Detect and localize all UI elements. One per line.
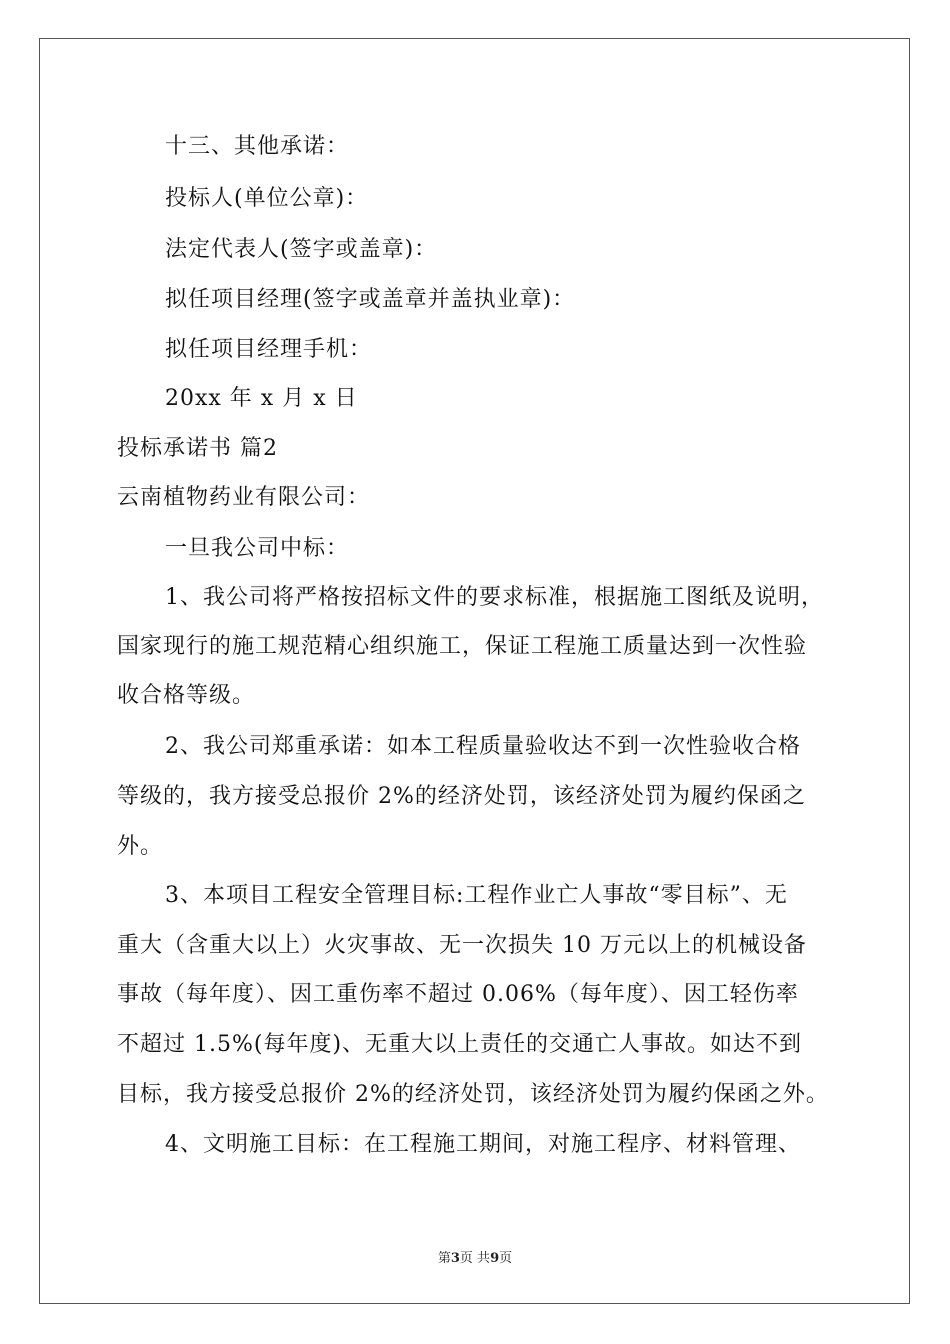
footer-suffix: 页 xyxy=(499,1251,513,1266)
text-line: 十三、其他承诺： xyxy=(165,134,350,159)
total-page-number: 9 xyxy=(490,1251,500,1266)
text-line: 事故（每年度）、因工重伤率不超过 0.06%（每年度）、因工轻伤率 xyxy=(117,982,799,1007)
page-border xyxy=(39,38,910,1304)
text-line: 国家现行的施工规范精心组织施工，保证工程施工质量达到一次性验 xyxy=(117,634,808,659)
text-line: 拟任项目经理手机： xyxy=(165,337,373,362)
section-heading: 投标承诺书 篇2 xyxy=(117,436,278,461)
text-line: 收合格等级。 xyxy=(117,683,256,708)
text-line: 等级的，我方接受总报价 2%的经济处罚，该经济处罚为履约保函之 xyxy=(117,784,806,809)
text-line: 1、我公司将严格按招标文件的要求标准，根据施工图纸及说明， xyxy=(165,585,824,610)
text-line: 重大（含重大以上）火灾事故、无一次损失 10 万元以上的机械设备 xyxy=(117,933,807,958)
page-footer xyxy=(0,1247,950,1266)
text-line: 4、文明施工目标：在工程施工期间，对施工程序、材料管理、 xyxy=(165,1132,801,1157)
text-line: 不超过 1.5%(每年度)、无重大以上责任的交通亡人事故。如达不到 xyxy=(117,1032,803,1057)
text-line: 外。 xyxy=(117,834,164,859)
text-line: 一旦我公司中标： xyxy=(165,536,350,561)
text-line: 目标，我方接受总报价 2%的经济处罚，该经济处罚为履约保函之外。 xyxy=(117,1082,829,1107)
text-line: 投标人(单位公章)： xyxy=(165,186,369,211)
text-line: 3、本项目工程安全管理目标:工程作业亡人事故“零目标”、无 xyxy=(165,883,788,908)
text-line: 拟任项目经理(签字或盖章并盖执业章)： xyxy=(165,287,576,312)
footer-prefix: 第 xyxy=(437,1251,451,1266)
addressee: 云南植物药业有限公司： xyxy=(117,485,371,510)
current-page-number: 3 xyxy=(450,1251,460,1266)
text-line: 法定代表人(签字或盖章)： xyxy=(165,237,438,262)
footer-mid: 页 共 xyxy=(459,1251,491,1266)
text-line: 2、我公司郑重承诺：如本工程质量验收达不到一次性验收合格 xyxy=(165,734,801,759)
date-line: 20xx 年 x 月 x 日 xyxy=(165,386,358,411)
